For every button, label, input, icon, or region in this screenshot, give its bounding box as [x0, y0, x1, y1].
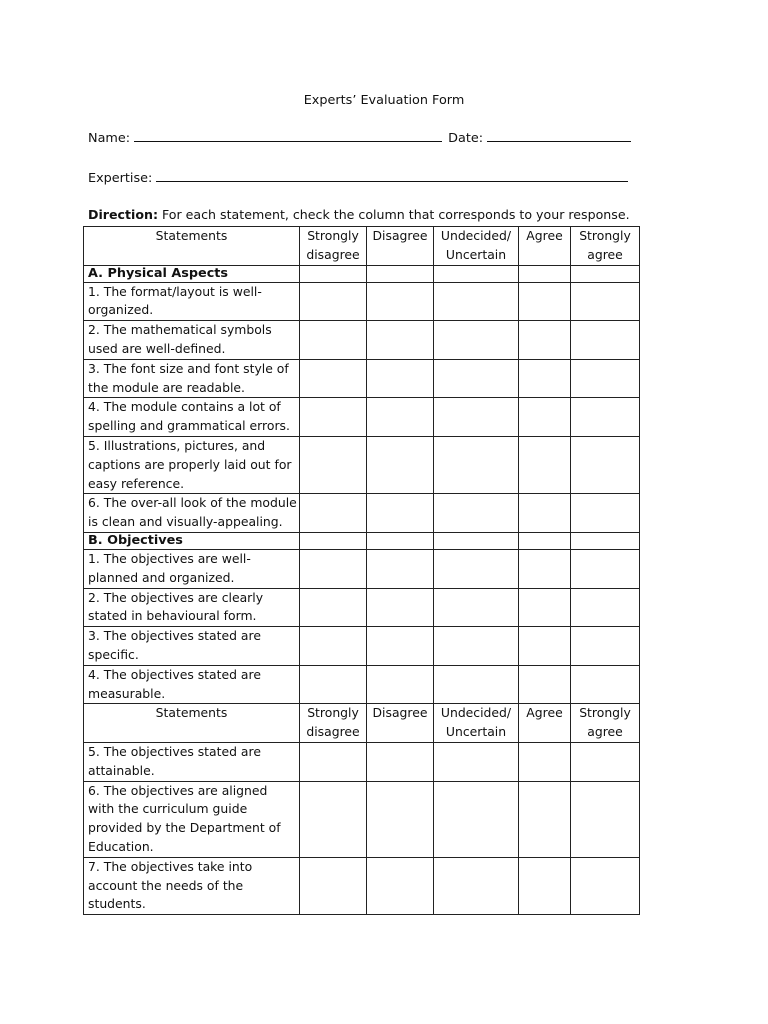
agree-cell[interactable]: [519, 359, 571, 398]
direction-text: [88, 206, 630, 224]
agree-cell[interactable]: [519, 436, 571, 493]
agree-cell[interactable]: [519, 282, 571, 321]
statement-row: [84, 494, 640, 533]
disagree-cell[interactable]: [367, 742, 434, 781]
undecided-cell[interactable]: [434, 781, 519, 857]
disagree-cell[interactable]: [367, 398, 434, 437]
statement-text: 6. The over-all look of the module is clean and visually-appealing.: [84, 494, 300, 533]
column-header: Undecided/ Uncertain: [434, 227, 519, 266]
undecided-cell[interactable]: [434, 398, 519, 437]
column-header: Undecided/ Uncertain: [434, 704, 519, 743]
statement-text: 7. The objectives take into account the needs of the students.: [84, 857, 300, 914]
column-header: Statements: [84, 227, 300, 266]
strongly-agree-cell[interactable]: [571, 494, 640, 533]
form-title: Experts’ Evaluation Form: [303, 93, 465, 108]
statement-row: [84, 781, 640, 857]
disagree-cell[interactable]: [367, 549, 434, 588]
statement-text: 6. The objectives are aligned with the curriculum guide provided by the Department of Education.: [84, 781, 300, 857]
disagree-cell[interactable]: [367, 321, 434, 360]
strongly-agree-cell[interactable]: [571, 549, 640, 588]
undecided-cell[interactable]: [434, 321, 519, 360]
strongly-agree-cell[interactable]: [571, 398, 640, 437]
direction-body: For each statement, check the column that corresponds to your response.: [157, 207, 630, 222]
empty-cell: [367, 265, 434, 282]
empty-cell: [519, 532, 571, 549]
disagree-cell[interactable]: [367, 627, 434, 666]
agree-cell[interactable]: [519, 549, 571, 588]
direction-label: Direction:: [88, 207, 158, 222]
undecided-cell[interactable]: [434, 665, 519, 704]
agree-cell[interactable]: [519, 321, 571, 360]
undecided-cell[interactable]: [434, 857, 519, 914]
empty-cell: [434, 265, 519, 282]
strongly-disagree-cell[interactable]: [300, 627, 367, 666]
statement-text: 2. The objectives are clearly stated in behavioural form.: [84, 588, 300, 627]
date-field[interactable]: [487, 128, 631, 142]
strongly-agree-cell[interactable]: [571, 742, 640, 781]
statement-row: [84, 857, 640, 914]
name-field[interactable]: [134, 128, 442, 142]
undecided-cell[interactable]: [434, 436, 519, 493]
statement-row: [84, 588, 640, 627]
statement-text: 2. The mathematical symbols used are well-defined.: [84, 321, 300, 360]
strongly-agree-cell[interactable]: [571, 781, 640, 857]
column-header: Strongly agree: [571, 704, 640, 743]
disagree-cell[interactable]: [367, 494, 434, 533]
agree-cell[interactable]: [519, 857, 571, 914]
column-header: Agree: [519, 227, 571, 266]
column-header: Strongly disagree: [300, 227, 367, 266]
statement-text: 5. Illustrations, pictures, and captions are properly laid out for easy reference.: [84, 436, 300, 493]
strongly-disagree-cell[interactable]: [300, 588, 367, 627]
column-header: Strongly disagree: [300, 704, 367, 743]
undecided-cell[interactable]: [434, 588, 519, 627]
strongly-agree-cell[interactable]: [571, 665, 640, 704]
disagree-cell[interactable]: [367, 665, 434, 704]
statement-row: [84, 321, 640, 360]
disagree-cell[interactable]: [367, 436, 434, 493]
statement-row: [84, 398, 640, 437]
strongly-disagree-cell[interactable]: [300, 549, 367, 588]
strongly-disagree-cell[interactable]: [300, 857, 367, 914]
column-header: Strongly agree: [571, 227, 640, 266]
statement-row: [84, 627, 640, 666]
date-label: Date:: [448, 131, 484, 146]
undecided-cell[interactable]: [434, 359, 519, 398]
column-header: Disagree: [367, 704, 434, 743]
strongly-agree-cell[interactable]: [571, 436, 640, 493]
column-header: Disagree: [367, 227, 434, 266]
strongly-agree-cell[interactable]: [571, 857, 640, 914]
strongly-disagree-cell[interactable]: [300, 665, 367, 704]
strongly-agree-cell[interactable]: [571, 282, 640, 321]
empty-cell: [367, 532, 434, 549]
section-row: [84, 532, 640, 549]
undecided-cell[interactable]: [434, 549, 519, 588]
statement-row: [84, 436, 640, 493]
header-row: [84, 704, 640, 743]
disagree-cell[interactable]: [367, 282, 434, 321]
empty-cell: [300, 265, 367, 282]
statement-text: 4. The module contains a lot of spelling and grammatical errors.: [84, 398, 300, 437]
agree-cell[interactable]: [519, 742, 571, 781]
agree-cell[interactable]: [519, 665, 571, 704]
strongly-agree-cell[interactable]: [571, 588, 640, 627]
undecided-cell[interactable]: [434, 742, 519, 781]
expertise-field[interactable]: [156, 168, 628, 182]
statement-row: [84, 549, 640, 588]
undecided-cell[interactable]: [434, 627, 519, 666]
disagree-cell[interactable]: [367, 588, 434, 627]
strongly-disagree-cell[interactable]: [300, 321, 367, 360]
strongly-disagree-cell[interactable]: [300, 781, 367, 857]
agree-cell[interactable]: [519, 781, 571, 857]
empty-cell: [434, 532, 519, 549]
section-title: A. Physical Aspects: [84, 265, 300, 282]
statement-text: 4. The objectives stated are measurable.: [84, 665, 300, 704]
strongly-disagree-cell[interactable]: [300, 359, 367, 398]
statement-row: [84, 359, 640, 398]
strongly-disagree-cell[interactable]: [300, 398, 367, 437]
undecided-cell[interactable]: [434, 282, 519, 321]
column-header: Statements: [84, 704, 300, 743]
statement-row: [84, 282, 640, 321]
agree-cell[interactable]: [519, 494, 571, 533]
strongly-disagree-cell[interactable]: [300, 436, 367, 493]
section-row: [84, 265, 640, 282]
expertise-row: [88, 168, 628, 186]
disagree-cell[interactable]: [367, 857, 434, 914]
statement-row: [84, 665, 640, 704]
statement-text: 5. The objectives stated are attainable.: [84, 742, 300, 781]
evaluation-table-body: [84, 227, 640, 915]
strongly-disagree-cell[interactable]: [300, 742, 367, 781]
strongly-disagree-cell[interactable]: [300, 282, 367, 321]
statement-text: 1. The format/layout is well-organized.: [84, 282, 300, 321]
strongly-agree-cell[interactable]: [571, 359, 640, 398]
header-row: [84, 227, 640, 266]
empty-cell: [519, 265, 571, 282]
strongly-agree-cell[interactable]: [571, 627, 640, 666]
name-date-row: [88, 128, 631, 146]
empty-cell: [300, 532, 367, 549]
disagree-cell[interactable]: [367, 781, 434, 857]
agree-cell[interactable]: [519, 398, 571, 437]
agree-cell[interactable]: [519, 588, 571, 627]
empty-cell: [571, 532, 640, 549]
section-title: B. Objectives: [84, 532, 300, 549]
expertise-label: Expertise:: [88, 171, 153, 186]
empty-cell: [571, 265, 640, 282]
column-header: Agree: [519, 704, 571, 743]
statement-text: 3. The font size and font style of the module are readable.: [84, 359, 300, 398]
agree-cell[interactable]: [519, 627, 571, 666]
statement-text: 1. The objectives are well-planned and organized.: [84, 549, 300, 588]
name-label: Name:: [88, 131, 131, 146]
disagree-cell[interactable]: [367, 359, 434, 398]
strongly-disagree-cell[interactable]: [300, 494, 367, 533]
statement-text: 3. The objectives stated are specific.: [84, 627, 300, 666]
strongly-agree-cell[interactable]: [571, 321, 640, 360]
evaluation-table: [83, 226, 640, 915]
statement-row: [84, 742, 640, 781]
undecided-cell[interactable]: [434, 494, 519, 533]
